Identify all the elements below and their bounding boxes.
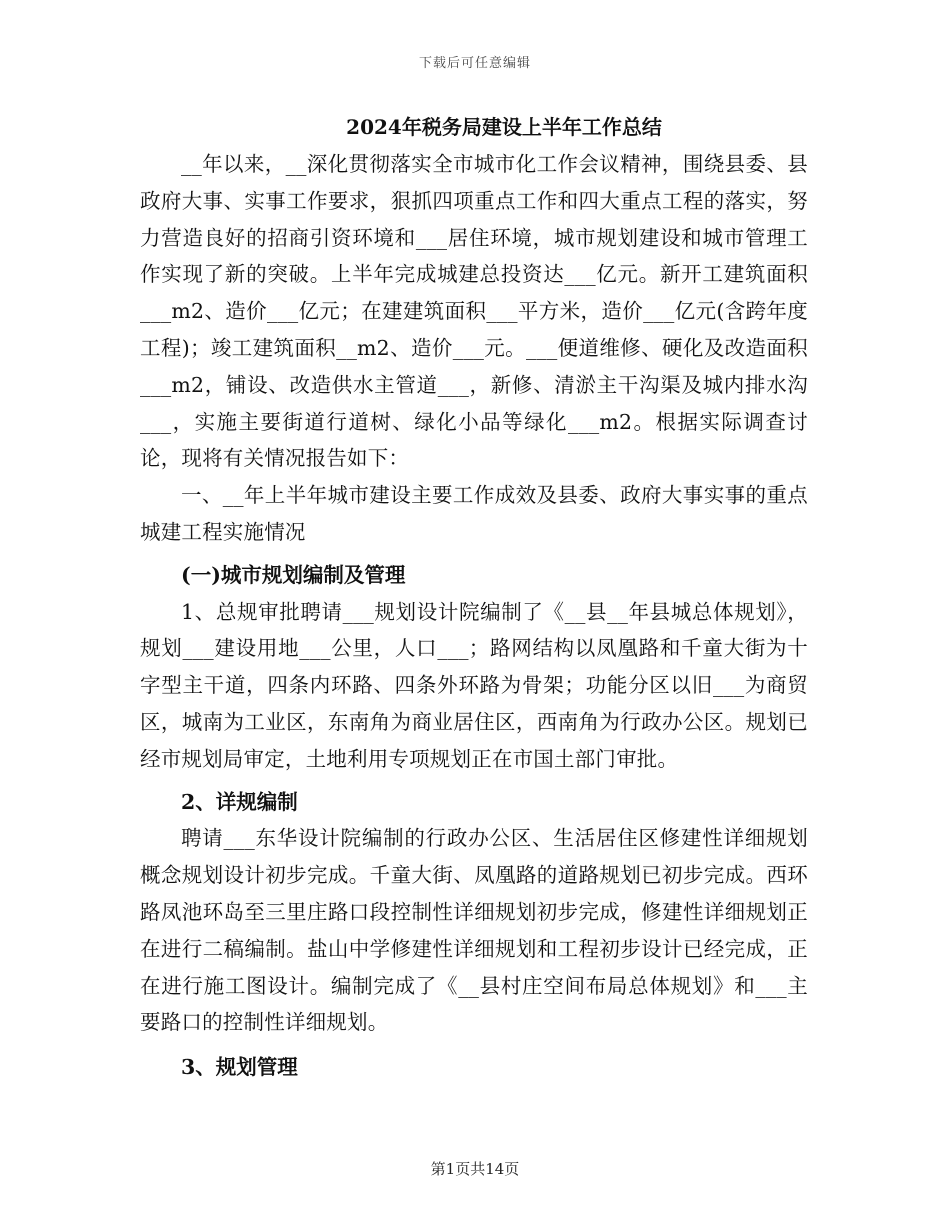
document-body [140, 108, 808, 1086]
section-1-paragraph: 一、__年上半年城市建设主要工作成效及县委、政府大事实事的重点城建工程实施情况 [140, 483, 808, 544]
page-footer: 第1页共14页 [430, 1160, 520, 1178]
item-3-heading: 3、规划管理 [181, 1055, 298, 1080]
document-title: 2024年税务局建设上半年工作总结 [346, 115, 662, 139]
intro-paragraph: __年以来，__深化贯彻落实全市城市化工作会议精神，围绕县委、县政府大事、实事工作要求，狠抓四项重点工作和四大重点工程的落实，努力营造良好的招商引资环境和___居住环境，城市规划建设和城市管理工作实现了新的突破。上半年完成城建总投资达___亿元。新开工建筑面积___m2、造价___亿元；在建建筑面积___平方米，造价___亿元(含跨年度工程)；竣工建筑面积__m2、造价___元。___便道维修、硬化及改造面积___m2，铺设、改造供水主管道___，新修、清淤主干沟渠及城内排水沟___，实施主要街道行道树、绿化小品等绿化___m2。根据实际调查讨论，现将有关情况报告如下： [140, 152, 808, 471]
subsection-1-heading: (一)城市规划编制及管理 [181, 562, 406, 587]
item-2-paragraph: 聘请___东华设计院编制的行政办公区、生活居住区修建性详细规划概念规划设计初步完成。千童大街、凤凰路的道路规划已初步完成。西环路凤池环岛至三里庄路口段控制性详细规划初步完成，修建性详细规划正在进行二稿编制。盐山中学修建性详细规划和工程初步设计已经完成，正在进行施工图设计。编制完成了《__县村庄空间布局总体规划》和___主要路口的控制性详细规划。 [140, 826, 808, 1035]
page-header-note: 下载后可任意编辑 [418, 56, 531, 71]
item-1-paragraph: 1、总规审批聘请___规划设计院编制了《__县__年县城总体规划》，规划___建设用地___公里，人口___；路网结构以凤凰路和千童大街为十字型主干道，四条内环路、四条外环路为骨架；功能分区以旧___为商贸区，城南为工业区，东南角为商业居住区，西南角为行政办公区。规划已经市规划局审定，土地利用专项规划正在市国土部门审批。 [140, 599, 808, 771]
item-2-heading: 2、详规编制 [181, 789, 298, 814]
